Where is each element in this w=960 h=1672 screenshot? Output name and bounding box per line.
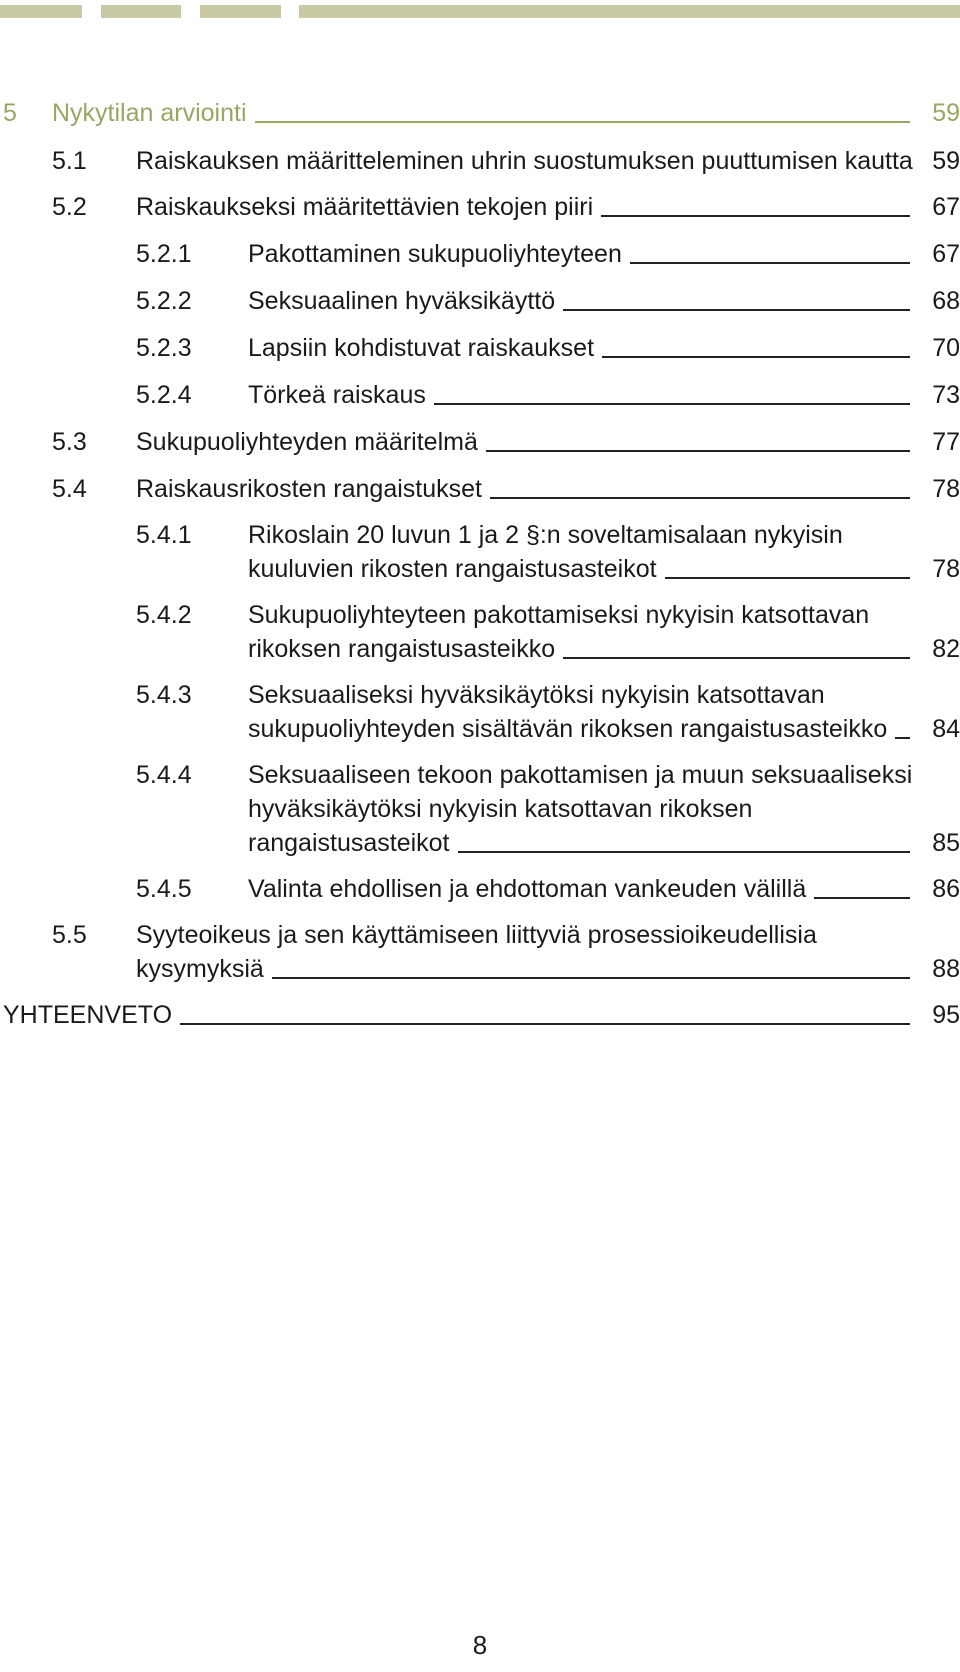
header-bar-segment [200,5,281,18]
toc-entry-title: Raiskaukseksi määritettävien tekojen piiri [136,193,594,221]
toc-entry-title: Seksuaaliseen tekoon pakottamisen ja muun seksuaaliseksi [248,761,913,789]
toc-leader-line [486,449,910,452]
toc-entry-title: Sukupuoliyhteyteen pakottamiseksi nykyisin katsottavan [248,601,870,629]
toc-leader-line [563,656,910,659]
toc-leader-line [434,402,910,405]
toc-entry-number: 5.2.1 [136,240,192,268]
toc-entry-title: rikoksen rangaistusasteikko [248,635,556,663]
toc-entry-page: 95 [932,1001,960,1029]
toc-leader-line [272,976,910,979]
toc-entry-title: kysymyksiä [136,955,264,983]
toc-entry-page: 73 [932,381,960,409]
toc-leader-line [895,736,910,739]
toc-entry-title: Raiskauksen määritteleminen uhrin suostumuksen puuttumisen kautta [136,147,913,175]
header-bar-segment [101,5,181,18]
toc-entry-page: 59 [932,147,960,175]
toc-entry-page: 78 [932,555,960,583]
toc-entry-title: Seksuaalinen hyväksikäyttö [248,287,556,315]
toc-leader-line [602,355,910,358]
toc-entry-title: Seksuaaliseksi hyväksikäytöksi nykyisin katsottavan [248,681,825,709]
toc-entry-title: rangaistusasteikot [248,829,450,857]
toc-leader-line [665,576,910,579]
toc-entry-page: 77 [932,428,960,456]
toc-entry-number: 5.4.5 [136,875,192,903]
toc-leader-line [458,850,910,853]
toc-entry-number: 5.4 [52,475,87,503]
toc-entry-number: 5.4.3 [136,681,192,709]
header-bar-segment [299,5,960,18]
toc-entry-title: kuuluvien rikosten rangaistusasteikot [248,555,657,583]
toc-entry-title: hyväksikäytöksi nykyisin katsottavan rikoksen [248,795,753,823]
toc-entry-title: Törkeä raiskaus [248,381,426,409]
toc-entry-number: 5.1 [52,147,87,175]
toc-leader-line [814,896,910,899]
toc-entry-number: 5.2.2 [136,287,192,315]
toc-entry-page: 88 [932,955,960,983]
toc-entry-title: Nykytilan arviointi [52,99,247,127]
toc-leader-line [490,496,910,499]
toc-entry-title: Sukupuoliyhteyden määritelmä [136,428,478,456]
toc-entry-page: 78 [932,475,960,503]
toc-entry-page: 67 [932,193,960,221]
toc-entry-page: 67 [932,240,960,268]
toc-entry-number: 5.4.4 [136,761,192,789]
toc-leader-line [630,261,910,264]
toc-entry-title: Valinta ehdollisen ja ehdottoman vankeuden välillä [248,875,807,903]
toc-entry-page: 82 [932,635,960,663]
toc-entry-page: 86 [932,875,960,903]
toc-entry-page: 85 [932,829,960,857]
toc-entry-number: 5.3 [52,428,87,456]
toc-entry-number: 5.5 [52,921,87,949]
toc-entry-title: Syyteoikeus ja sen käyttämiseen liittyviä prosessioikeudellisia [136,921,817,949]
toc-entry-number: 5.2.3 [136,334,192,362]
toc-leader-line [255,120,910,123]
toc-leader-line [563,308,910,311]
toc-entry-title: Raiskausrikosten rangaistukset [136,475,482,503]
toc-entry-number: 5.2 [52,193,87,221]
toc-leader-line [601,214,910,217]
toc-entry-page: 70 [932,334,960,362]
header-bar-segment [0,5,82,18]
toc-entry-number: 5 [3,99,17,127]
toc-entry-page: 68 [932,287,960,315]
toc-entry-number: 5.2.4 [136,381,192,409]
toc-entry-title: YHTEENVETO [3,1001,173,1029]
toc-entry-number: 5.4.2 [136,601,192,629]
toc-leader-line [180,1022,910,1025]
toc-entry-number: 5.4.1 [136,521,192,549]
toc-entry-page: 59 [932,99,960,127]
toc-entry-title: Lapsiin kohdistuvat raiskaukset [248,334,595,362]
toc-entry-title: Rikoslain 20 luvun 1 ja 2 §:n soveltamisalaan nykyisin [248,521,843,549]
page-number: 8 [472,1630,488,1660]
toc-entry-title: sukupuoliyhteyden sisältävän rikoksen rangaistusasteikko [248,715,888,743]
toc-entry-title: Pakottaminen sukupuoliyhteyteen [248,240,622,268]
toc-entry-page: 84 [932,715,960,743]
